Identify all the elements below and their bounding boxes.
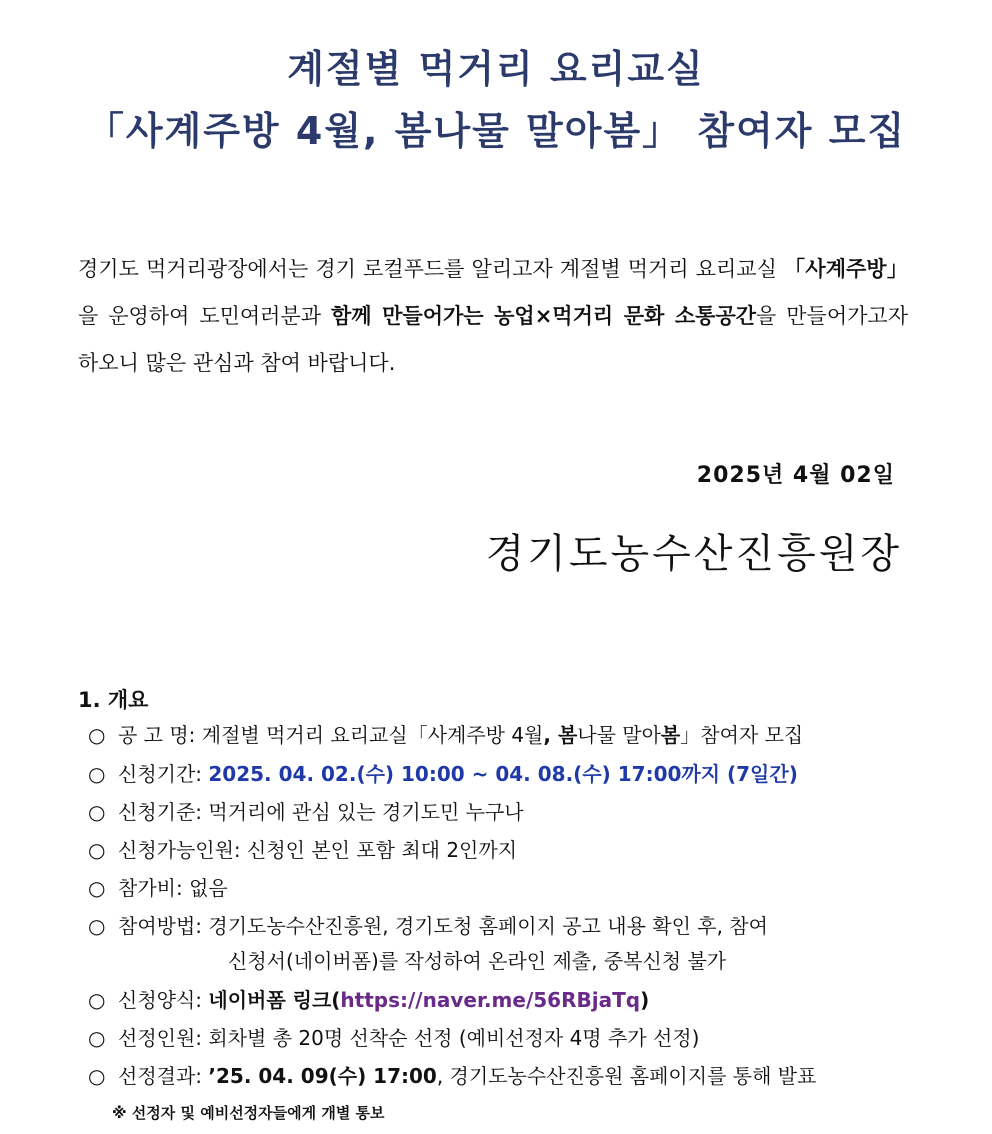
overview-item-method [88, 908, 904, 944]
overview-item-criteria [88, 794, 904, 830]
bullet-icon: ○ [88, 988, 106, 1012]
bullet-icon: ○ [88, 1064, 106, 1088]
item-value-bold: ’25. 04. 09(수) 17:00 [208, 1064, 437, 1088]
item-value-bold: 봄 [660, 723, 681, 747]
item-value: , 경기도농수산진흥원 홈페이지를 통해 발표 [436, 1064, 817, 1088]
item-value-bold: , 봄 [543, 723, 578, 747]
overview-item-method-cont: 신청서(네이버폼)를 작성하여 온라인 제출, 중복신청 불가 [228, 949, 727, 973]
overview-item-form [88, 982, 904, 1018]
overview-item-selection-count [88, 1020, 904, 1056]
bullet-icon: ○ [88, 800, 106, 824]
intro-bold-1: 「사계주방」 [783, 257, 908, 281]
intro-text-1: 경기도 먹거리광장에서는 경기 로컬푸드를 알리고자 계절별 먹거리 요리교실 [78, 257, 784, 281]
item-label: 신청기준: [118, 800, 209, 824]
bullet-icon: ○ [88, 838, 106, 862]
notice-note: ※ 선정자 및 예비선정자들에게 개별 통보 [112, 1104, 385, 1122]
bullet-icon: ○ [88, 1026, 106, 1050]
overview-item-title [88, 717, 904, 753]
item-label: 신청양식: [118, 988, 209, 1012]
bullet-icon: ○ [88, 762, 106, 786]
item-label: 신청기간: [118, 762, 209, 786]
intro-text-2: 을 운영하여 도민여러분과 [78, 304, 331, 328]
section-heading-overview: 1. 개요 [78, 688, 149, 712]
form-link-label: 네이버폼 링크( [208, 988, 341, 1012]
item-value: 먹거리에 관심 있는 경기도민 누구나 [208, 800, 524, 824]
bullet-icon: ○ [88, 876, 106, 900]
overview-item-period [88, 756, 904, 792]
intro-text-3: 을 만들어가고자 하오니 많은 관심과 참여 바랍니다. [78, 304, 908, 375]
item-label: 신청가능인원: [118, 838, 248, 862]
item-label: 공 고 명: [118, 723, 202, 747]
intro-paragraph [78, 246, 908, 387]
item-value: 신청인 본인 포함 최대 2인까지 [247, 838, 518, 862]
item-label: 선정결과: [118, 1064, 209, 1088]
item-value: 없음 [189, 876, 228, 900]
notice-date: 2025년 4월 02일 [696, 463, 895, 488]
title-line-2: 「사계주방 4월, 봄나물 말아봄」 참여자 모집 [85, 109, 907, 153]
item-value: 」참여자 모집 [680, 723, 804, 747]
form-link[interactable]: https://naver.me/56RBjaTq [340, 988, 641, 1012]
item-label: 참가비: [118, 876, 190, 900]
form-link-close: ) [640, 988, 650, 1012]
item-value: 2025. 04. 02.(수) 10:00 ~ 04. 08.(수) 17:00까지 (7일간) [208, 762, 798, 786]
item-value: 나물 말아 [577, 723, 661, 747]
bullet-icon: ○ [88, 914, 106, 938]
overview-item-capacity [88, 832, 904, 868]
intro-bold-2: 함께 만들어가는 농업×먹거리 문화 소통공간 [330, 304, 757, 328]
issuer-name: 경기도농수산진흥원장 [485, 531, 902, 577]
item-value: 경기도농수산진흥원, 경기도청 홈페이지 공고 내용 확인 후, 참여 [208, 914, 768, 938]
item-value: 계절별 먹거리 요리교실「사계주방 4월 [201, 723, 544, 747]
item-value: 회차별 총 20명 선착순 선정 (예비선정자 4명 추가 선정) [208, 1026, 700, 1050]
item-label: 선정인원: [118, 1026, 209, 1050]
overview-item-result [88, 1058, 904, 1094]
item-label: 참여방법: [118, 914, 209, 938]
title-line-1: 계절별 먹거리 요리교실 [287, 47, 705, 91]
bullet-icon: ○ [88, 723, 106, 747]
overview-item-fee [88, 870, 904, 906]
